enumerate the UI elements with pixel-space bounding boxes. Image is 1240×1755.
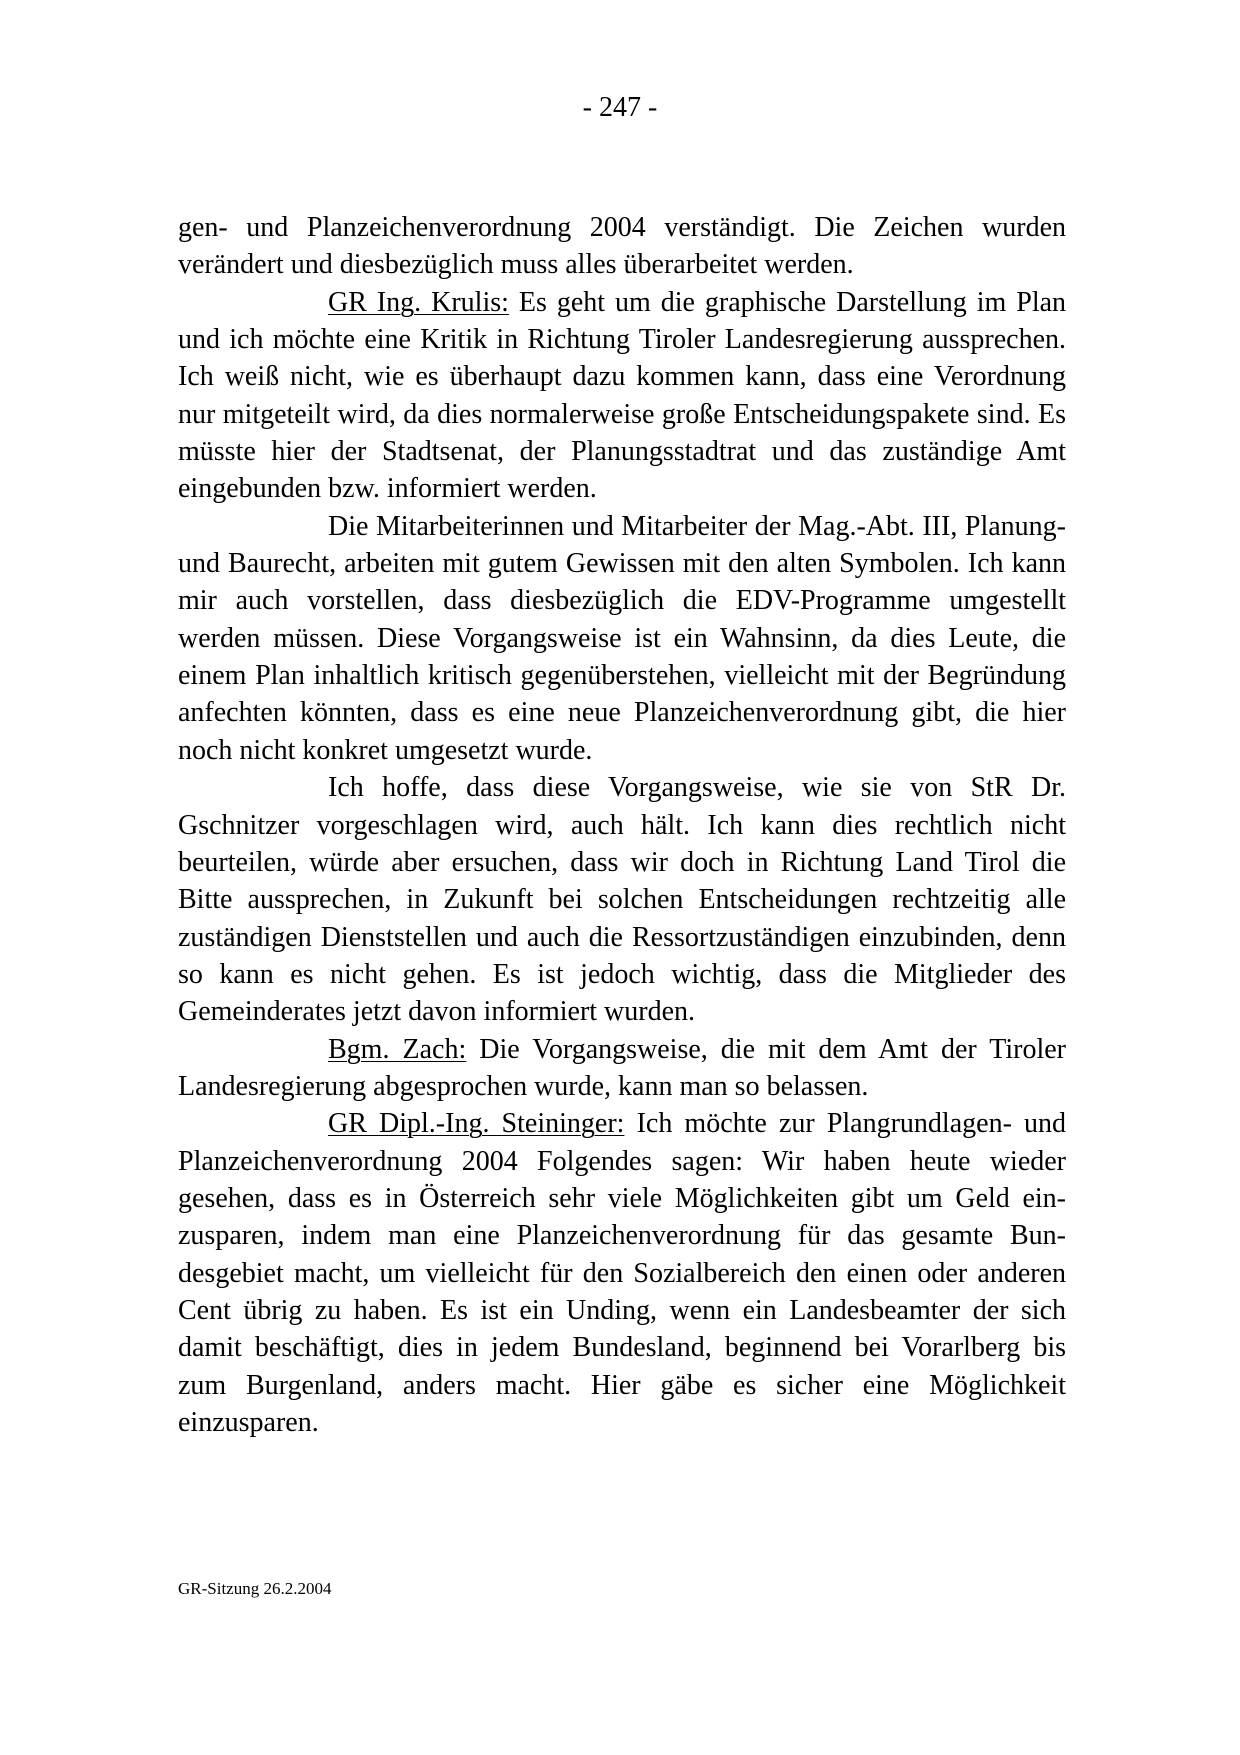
page-number: - 247 - xyxy=(582,92,658,123)
paragraph xyxy=(178,769,1066,1030)
paragraph xyxy=(178,1105,1066,1441)
paragraph-text: Ich hoffe, dass diese Vorgangsweise, wie sie von StR Dr. Gschnitzer vorgeschlagen wird, auch hält. Ich kann dies rechtlich nicht beurteilen, würde aber ersuchen, dass wir doch in Richtung Land Tirol die Bitte aussprechen, in Zukunft bei solchen Entscheidungen rechtzeitig alle zuständigen Dienststellen und auch die Ressortzuständigen einzubinden, denn so kann es nicht gehen. Es ist jedoch wichtig, dass die Mitglieder des Gemeinderates jetzt davon informiert wurden. xyxy=(178,772,1066,1028)
paragraph xyxy=(178,284,1066,508)
speaker-name: GR Dipl.-Ing. Steininger: xyxy=(328,1108,625,1140)
paragraph xyxy=(178,508,1066,769)
footer-session-date: GR-Sitzung 26.2.2004 xyxy=(178,1579,332,1598)
paragraph-text: Es geht um die graphische Darstellung im Plan und ich möchte eine Kritik in Richtung Tiroler Landesregierung aussprechen. Ich weiß nicht, wie es überhaupt dazu kommen kann, dass eine Verordnung nur mitgeteilt wird, da dies normalerweise große Entscheidungspakete sind. Es müsste hier der Stadtsenat, der Planungsstadtrat und das zuständige Amt eingebunden bzw. informiert werden. xyxy=(178,286,1067,505)
paragraph xyxy=(178,209,1066,284)
paragraph-text: Ich möchte zur Plangrundlagen- und Planzeichenverordnung 2004 Folgendes sagen: Wir haben heute wieder gesehen, dass es in Österreich sehr viele Möglichkeiten gibt um Geld einzusparen, indem man eine Planzeichenverordnung für das gesamte Bundesgebiet macht, um vielleicht für den Sozialbereich den einen oder anderen Cent übrig zu haben. Es ist ein Unding, wenn ein Landesbeamter der sich damit beschäftigt, dies in jedem Bundesland, beginnend bei Vorarlberg bis zum Burgenland, anders macht. Hier gäbe es sicher eine Möglichkeit einzusparen. xyxy=(178,1108,1067,1438)
paragraph-text: Die Mitarbeiterinnen und Mitarbeiter der Mag.-Abt. III, Planung- und Baurecht, arbeiten mit gutem Gewissen mit den alten Symbolen. Ich kann mir auch vorstellen, dass diesbezüglich die EDV-Programme umgestellt werden müssen. Diese Vorgangsweise ist ein Wahnsinn, da dies Leute, die einem Plan inhaltlich kritisch gegenüberstehen, vielleicht mit der Begründung anfechten könnten, dass es eine neue Planzeichenverordnung gibt, die hier noch nicht konkret umgesetzt wurde. xyxy=(178,510,1066,766)
speaker-name: GR Ing. Krulis: xyxy=(328,286,509,318)
speaker-name: Bgm. Zach: xyxy=(328,1033,467,1065)
body-text xyxy=(178,209,1066,1441)
paragraph-text: gen- und Planzeichenverordnung 2004 verständigt. Die Zeichen wurden verändert und diesbezüglich muss alles überarbeitet werden. xyxy=(178,212,1066,281)
paragraph-text: Die Vorgangsweise, die mit dem Amt der Tiroler Landesregierung abgesprochen wurde, kann man so belassen. xyxy=(178,1033,1067,1102)
paragraph xyxy=(178,1031,1066,1106)
